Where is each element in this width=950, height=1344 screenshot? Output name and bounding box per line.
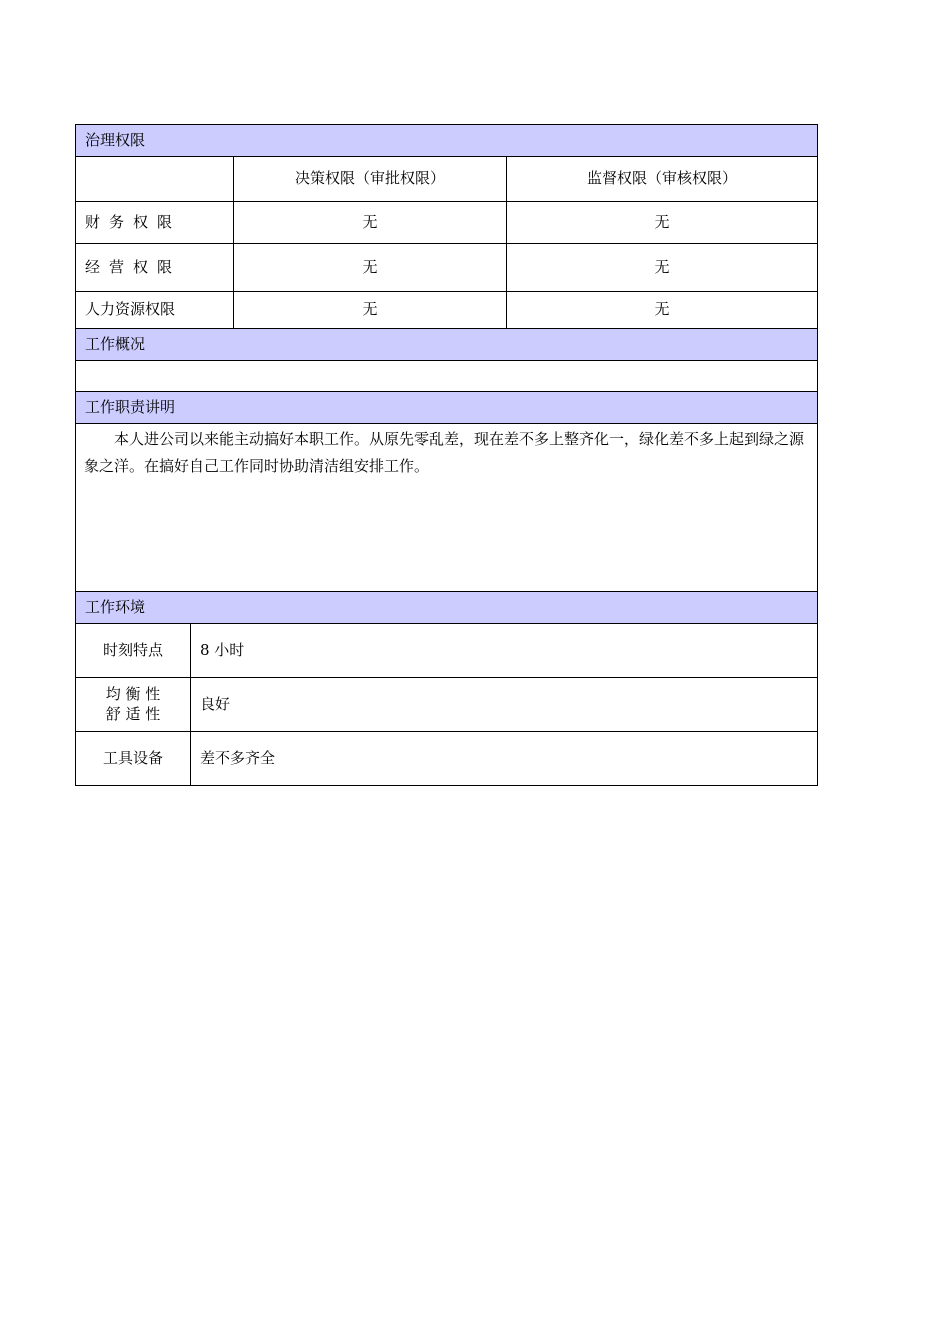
balance-comfort-label (76, 678, 191, 732)
time-characteristics-value: 8 小时 (191, 624, 818, 678)
tools-equipment-value: 差不多齐全 (191, 732, 818, 786)
duties-content: 本人进公司以来能主动搞好本职工作。从原先零乱差，现在差不多上整齐化一，绿化差不多上起到绿之源象之洋。在搞好自己工作同时协助清洁组安排工作。 (76, 424, 818, 592)
balance-comfort-value: 良好 (191, 678, 818, 732)
table-row (76, 624, 818, 678)
finance-authority-label: 财务权限 (76, 202, 234, 244)
environment-section-header: 工作环境 (76, 592, 818, 624)
table-row (76, 678, 818, 732)
duties-section-header: 工作职责讲明 (76, 392, 818, 424)
governance-corner-cell (76, 157, 234, 202)
operations-supervision-value: 无 (507, 244, 818, 292)
job-description-form (75, 124, 817, 786)
finance-decision-value: 无 (234, 202, 507, 244)
supervision-column-header: 监督权限（审核权限） (507, 157, 818, 202)
time-characteristics-label: 时刻特点 (76, 624, 191, 678)
governance-section-header: 治理权限 (76, 125, 818, 157)
overview-section-header: 工作概况 (76, 329, 818, 361)
table-row (76, 732, 818, 786)
comfort-label: 舒 适 性 (105, 704, 161, 723)
hr-supervision-value: 无 (507, 292, 818, 329)
operations-decision-value: 无 (234, 244, 507, 292)
overview-content (76, 361, 818, 392)
hr-authority-label: 人力资源权限 (76, 292, 234, 329)
tools-equipment-label: 工具设备 (76, 732, 191, 786)
form-table (75, 124, 818, 786)
table-row (76, 244, 818, 292)
table-row (76, 202, 818, 244)
finance-supervision-value: 无 (507, 202, 818, 244)
table-row (76, 292, 818, 329)
operations-authority-label: 经营权限 (76, 244, 234, 292)
balance-label: 均 衡 性 (105, 685, 161, 703)
decision-column-header: 决策权限（审批权限） (234, 157, 507, 202)
hr-decision-value: 无 (234, 292, 507, 329)
